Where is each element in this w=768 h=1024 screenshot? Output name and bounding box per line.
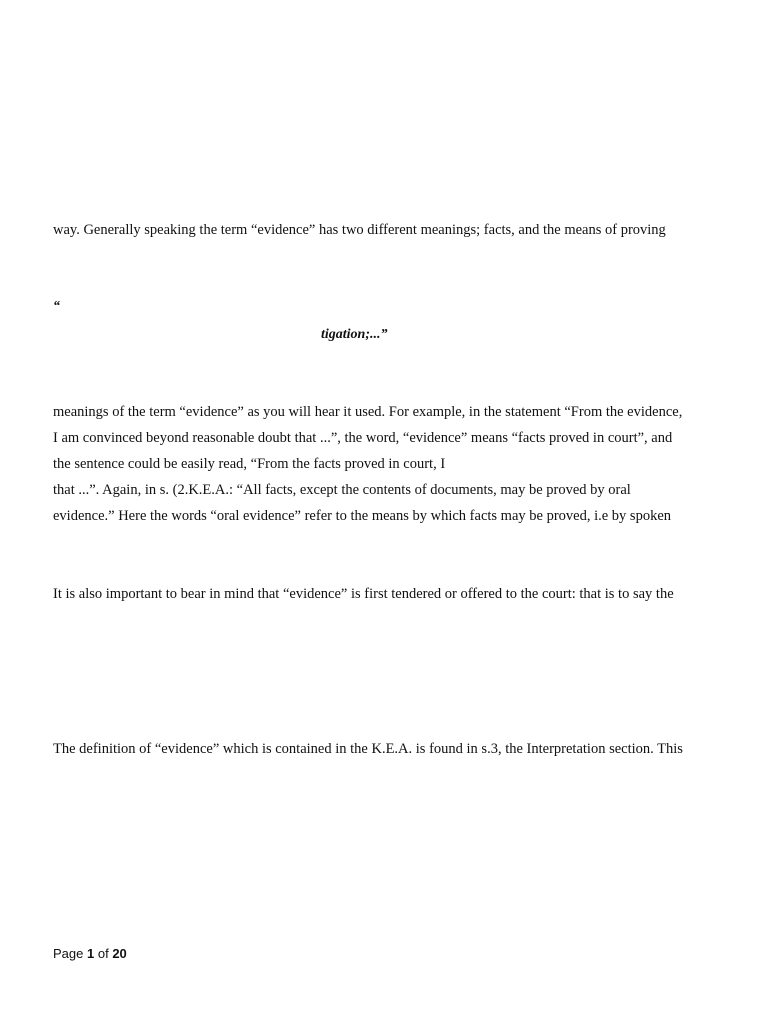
paragraph-line: The definition of “evidence” which is contained in the K.E.A. is found in s.3, the Interpretation section. This — [53, 741, 683, 757]
page-footer — [53, 945, 127, 963]
paragraph-line: I am convinced beyond reasonable doubt that ...”, the word, “evidence” means “facts proved in court”, and — [53, 430, 673, 446]
current-page-number: 1 — [87, 946, 95, 961]
total-pages-number: 20 — [112, 946, 127, 961]
paragraph-line: the sentence could be easily read, “From the facts proved in court, I — [53, 456, 446, 472]
quote-closing-text: tigation;...” — [321, 327, 388, 342]
paragraph-line: way. Generally speaking the term “evidence” has two different meanings; facts, and the means of proving — [53, 222, 666, 238]
paragraph-line: meanings of the term “evidence” as you will hear it used. For example, in the statement “From the evidence, — [53, 404, 683, 420]
paragraph-line: evidence.” Here the words “oral evidence” refer to the means by which facts may be proved, i.e by spoken — [53, 508, 672, 524]
paragraph-line: that ...”. Again, in s. (2.K.E.A.: “All facts, except the contents of documents, may be proved by oral — [53, 482, 631, 498]
paragraph-line: It is also important to bear in mind that “evidence” is first tendered or offered to the court: that is to say the — [53, 586, 674, 602]
quote-open-mark: “ — [53, 299, 60, 314]
page-label: Page — [53, 946, 84, 961]
of-label: of — [97, 946, 109, 961]
